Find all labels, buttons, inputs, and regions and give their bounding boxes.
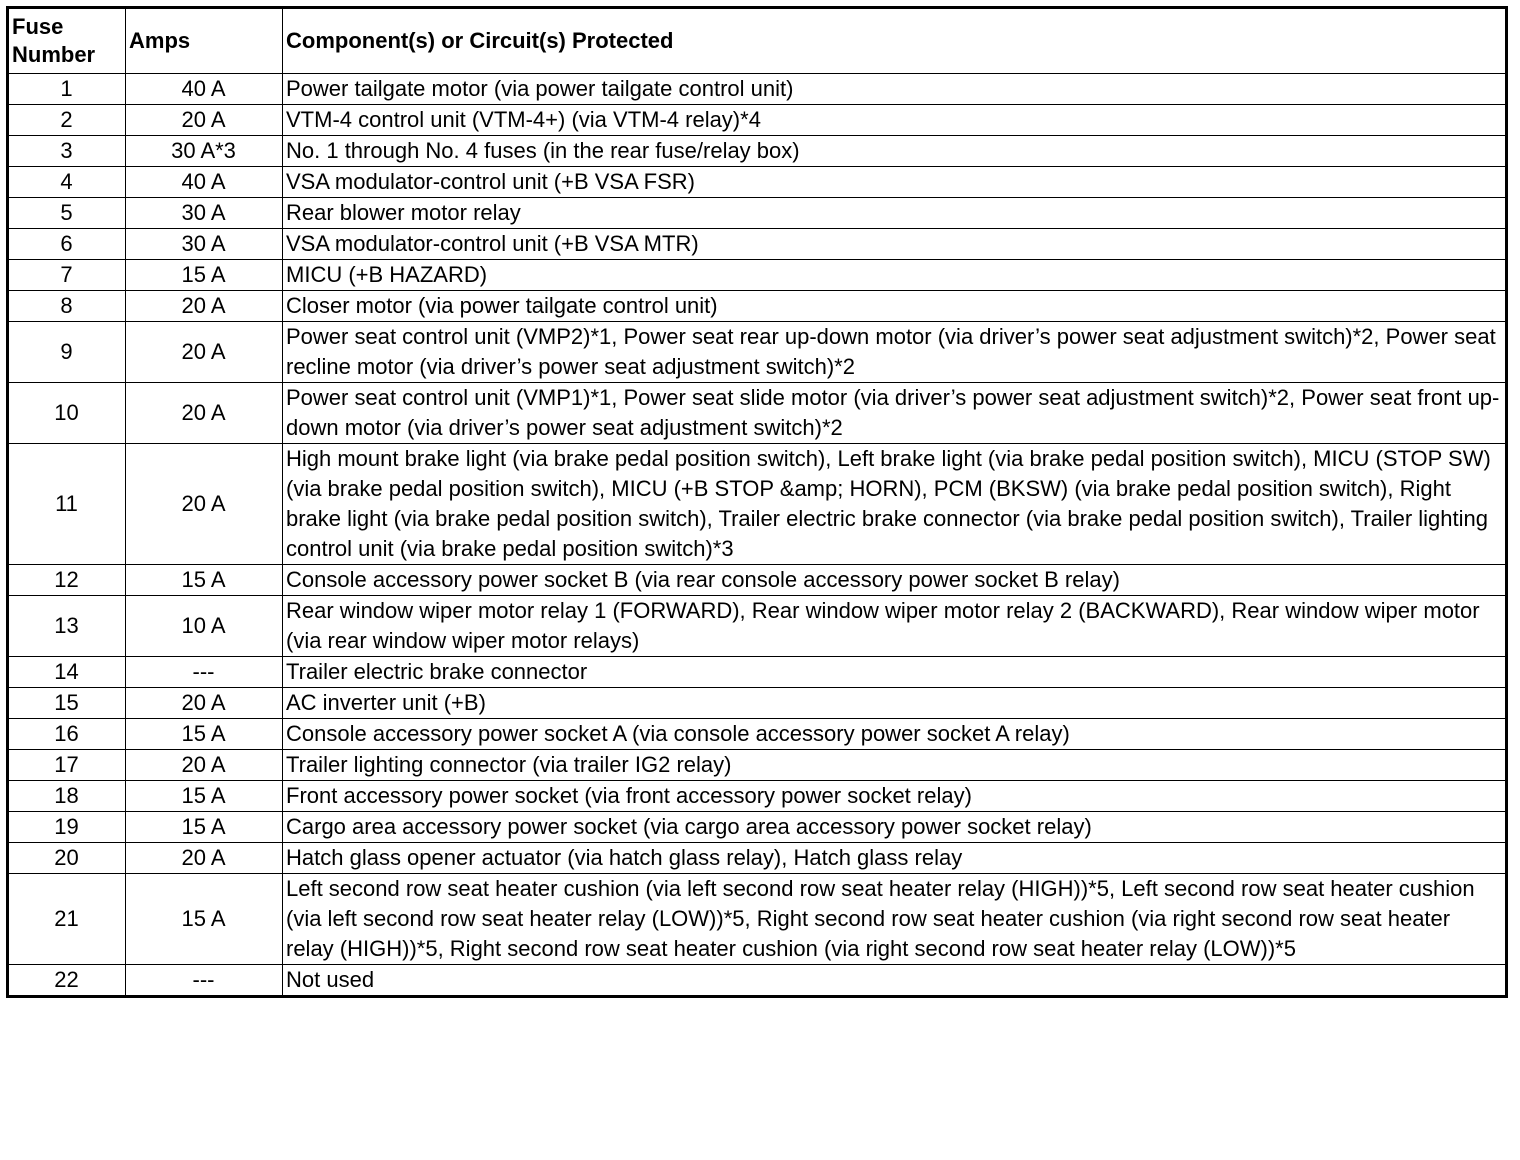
- table-row: [8, 383, 1507, 444]
- table-row: [8, 136, 1507, 167]
- amps-cell: 20 A: [126, 843, 283, 874]
- component-cell: Power tailgate motor (via power tailgate control unit): [283, 74, 1507, 105]
- amps-cell: 20 A: [126, 105, 283, 136]
- component-cell: Console accessory power socket A (via console accessory power socket A relay): [283, 719, 1507, 750]
- amps-cell: 20 A: [126, 383, 283, 444]
- component-cell: Front accessory power socket (via front accessory power socket relay): [283, 781, 1507, 812]
- header-fuse-number: Fuse Number: [8, 8, 126, 74]
- fuse-number-cell: 19: [8, 812, 126, 843]
- table-row: [8, 750, 1507, 781]
- fuse-number-cell: 13: [8, 596, 126, 657]
- amps-cell: 20 A: [126, 322, 283, 383]
- component-cell: High mount brake light (via brake pedal position switch), Left brake light (via brake pedal position switch), MICU (STOP SW) (via brake pedal position switch), MICU (+B STOP &amp; HORN), PCM (BKSW) (via brake pedal position switch), Right brake light (via brake pedal position switch), Trailer electric brake connector (via brake pedal position switch), Trailer lighting control unit (via brake pedal position switch)*3: [283, 444, 1507, 565]
- table-row: [8, 229, 1507, 260]
- table-row: [8, 596, 1507, 657]
- amps-cell: 15 A: [126, 565, 283, 596]
- component-cell: VTM-4 control unit (VTM-4+) (via VTM-4 relay)*4: [283, 105, 1507, 136]
- table-row: [8, 105, 1507, 136]
- component-cell: Trailer electric brake connector: [283, 657, 1507, 688]
- fuse-number-cell: 22: [8, 965, 126, 997]
- amps-cell: 30 A: [126, 198, 283, 229]
- table-row: [8, 167, 1507, 198]
- component-cell: MICU (+B HAZARD): [283, 260, 1507, 291]
- fuse-number-cell: 21: [8, 874, 126, 965]
- table-row: [8, 719, 1507, 750]
- component-cell: Power seat control unit (VMP2)*1, Power seat rear up-down motor (via driver’s power seat adjustment switch)*2, Power seat recline motor (via driver’s power seat adjustment switch)*2: [283, 322, 1507, 383]
- table-row: [8, 260, 1507, 291]
- component-cell: Console accessory power socket B (via rear console accessory power socket B relay): [283, 565, 1507, 596]
- table-row: [8, 444, 1507, 565]
- header-amps: Amps: [126, 8, 283, 74]
- component-cell: VSA modulator-control unit (+B VSA MTR): [283, 229, 1507, 260]
- component-cell: Hatch glass opener actuator (via hatch glass relay), Hatch glass relay: [283, 843, 1507, 874]
- table-row: [8, 291, 1507, 322]
- fuse-number-cell: 15: [8, 688, 126, 719]
- table-row: [8, 781, 1507, 812]
- fuse-number-cell: 7: [8, 260, 126, 291]
- fuse-table: [6, 6, 1508, 998]
- fuse-number-cell: 3: [8, 136, 126, 167]
- fuse-number-cell: 5: [8, 198, 126, 229]
- amps-cell: 20 A: [126, 750, 283, 781]
- amps-cell: ---: [126, 657, 283, 688]
- table-row: [8, 812, 1507, 843]
- fuse-number-cell: 8: [8, 291, 126, 322]
- amps-cell: 15 A: [126, 719, 283, 750]
- component-cell: Cargo area accessory power socket (via cargo area accessory power socket relay): [283, 812, 1507, 843]
- header-row: [8, 8, 1507, 74]
- fuse-number-cell: 11: [8, 444, 126, 565]
- component-cell: Closer motor (via power tailgate control unit): [283, 291, 1507, 322]
- fuse-number-cell: 2: [8, 105, 126, 136]
- amps-cell: 10 A: [126, 596, 283, 657]
- component-cell: Rear window wiper motor relay 1 (FORWARD), Rear window wiper motor relay 2 (BACKWARD), Rear window wiper motor (via rear window wiper motor relays): [283, 596, 1507, 657]
- component-cell: Power seat control unit (VMP1)*1, Power seat slide motor (via driver’s power seat adjustment switch)*2, Power seat front up-down motor (via driver’s power seat adjustment switch)*2: [283, 383, 1507, 444]
- fuse-number-cell: 1: [8, 74, 126, 105]
- amps-cell: 15 A: [126, 812, 283, 843]
- component-cell: VSA modulator-control unit (+B VSA FSR): [283, 167, 1507, 198]
- table-row: [8, 965, 1507, 997]
- component-cell: Not used: [283, 965, 1507, 997]
- amps-cell: 20 A: [126, 291, 283, 322]
- fuse-number-cell: 16: [8, 719, 126, 750]
- amps-cell: 20 A: [126, 688, 283, 719]
- fuse-number-cell: 20: [8, 843, 126, 874]
- table-row: [8, 688, 1507, 719]
- component-cell: No. 1 through No. 4 fuses (in the rear fuse/relay box): [283, 136, 1507, 167]
- table-row: [8, 322, 1507, 383]
- fuse-number-cell: 6: [8, 229, 126, 260]
- fuse-number-cell: 12: [8, 565, 126, 596]
- fuse-number-cell: 9: [8, 322, 126, 383]
- amps-cell: 15 A: [126, 781, 283, 812]
- header-components: Component(s) or Circuit(s) Protected: [283, 8, 1507, 74]
- amps-cell: ---: [126, 965, 283, 997]
- amps-cell: 40 A: [126, 167, 283, 198]
- fuse-number-cell: 18: [8, 781, 126, 812]
- table-row: [8, 565, 1507, 596]
- amps-cell: 15 A: [126, 260, 283, 291]
- table-row: [8, 74, 1507, 105]
- component-cell: AC inverter unit (+B): [283, 688, 1507, 719]
- fuse-number-cell: 14: [8, 657, 126, 688]
- table-row: [8, 198, 1507, 229]
- component-cell: Trailer lighting connector (via trailer IG2 relay): [283, 750, 1507, 781]
- amps-cell: 40 A: [126, 74, 283, 105]
- table-row: [8, 657, 1507, 688]
- table-row: [8, 874, 1507, 965]
- amps-cell: 20 A: [126, 444, 283, 565]
- component-cell: Left second row seat heater cushion (via left second row seat heater relay (HIGH))*5, Left second row seat heater cushion (via left second row seat heater relay (LOW))*5, Right second row seat heater cushion (via right second row seat heater relay (HIGH))*5, Right second row seat heater cushion (via right second row seat heater relay (LOW))*5: [283, 874, 1507, 965]
- amps-cell: 15 A: [126, 874, 283, 965]
- amps-cell: 30 A: [126, 229, 283, 260]
- fuse-number-cell: 4: [8, 167, 126, 198]
- fuse-number-cell: 10: [8, 383, 126, 444]
- table-row: [8, 843, 1507, 874]
- component-cell: Rear blower motor relay: [283, 198, 1507, 229]
- amps-cell: 30 A*3: [126, 136, 283, 167]
- fuse-number-cell: 17: [8, 750, 126, 781]
